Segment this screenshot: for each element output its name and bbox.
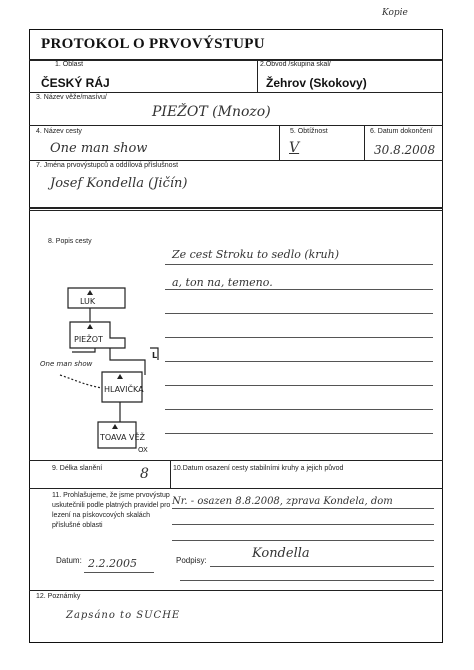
field-datum-dokonceni-value: 30.8.2008	[374, 143, 436, 157]
title-divider	[29, 59, 443, 61]
field-veze-value: PIEŽOT (Mnozo)	[152, 104, 271, 120]
row1-bottom	[29, 92, 443, 93]
field-oblast-value: ČESKÝ RÁJ	[41, 76, 110, 90]
field-veze-label: 3. Název věže/masívu/	[36, 94, 107, 101]
summit-marker	[87, 290, 93, 295]
row7-bottom	[29, 207, 443, 209]
form-title: PROTOKOL O PRVOVÝSTUPU	[41, 36, 265, 52]
field-podpisy-value: Kondella	[252, 546, 310, 561]
field-datum-osazeni-value: Nr. - osazen 8.8.2008, zprava Kondela, dom	[172, 496, 393, 507]
field-popis-line-2: a, ton na, temeno.	[172, 276, 273, 289]
route-name-label: One man show	[40, 360, 93, 368]
field-prvovystupci-label: 7. Jména prvovýstupců a oddílová příslušnost	[36, 162, 179, 169]
writing-line	[172, 508, 434, 509]
field-delka-label: 9. Délka slanění	[52, 465, 103, 472]
field-poznamky-value: Zapsáno to SUCHE	[66, 610, 181, 621]
row8-bottom	[29, 460, 443, 461]
route-line	[60, 375, 102, 388]
writing-line	[210, 566, 434, 567]
corner-note: Kopie	[382, 8, 408, 18]
row4-divider-a	[279, 126, 280, 160]
sketch-path	[72, 348, 95, 352]
field-delka-value: 8	[140, 466, 149, 482]
field-popis-line-1: Ze cest Stroku to sedlo (kruh)	[172, 248, 340, 261]
route-sketch	[40, 280, 165, 460]
field-cesta-value: One man show	[50, 141, 148, 156]
row9-divider	[170, 461, 171, 488]
row4-divider-b	[364, 126, 365, 160]
field-obvod-label: 2.Obvod /skupina skal/	[260, 61, 331, 68]
sketch-mark-ox: OX	[138, 446, 148, 454]
row7-bottom-2	[29, 210, 443, 211]
field-obtiznost-value: V	[289, 140, 300, 156]
writing-line	[165, 337, 433, 338]
field-datum-value: 2.2.2005	[88, 557, 137, 570]
writing-line	[172, 540, 434, 541]
writing-line	[180, 580, 434, 581]
summit-marker	[117, 374, 123, 379]
field-popis-label: 8. Popis cesty	[48, 238, 92, 245]
row11-bottom	[29, 590, 443, 591]
field-datum-osazeni-label: 10.Datum osazení cesty stabilními kruhy a jejich původ	[173, 465, 344, 472]
writing-line	[165, 361, 433, 362]
writing-line	[165, 289, 433, 290]
writing-line	[84, 572, 154, 573]
writing-line	[165, 409, 433, 410]
row4-bottom	[29, 160, 443, 161]
writing-line	[165, 385, 433, 386]
tower-luk-outline	[68, 288, 125, 308]
summit-marker	[112, 424, 118, 429]
field-obvod-value: Žehrov (Skokovy)	[266, 76, 367, 90]
tower-label-luk: LUK	[80, 297, 96, 306]
field-cesta-label: 4. Název cesty	[36, 128, 82, 135]
field-oblast-label: 1. Oblast	[55, 61, 84, 68]
field-prohlaseni-label: 11. Prohlašujeme, že jsme prvovýstup uskutečnili podle platných pravidel pro lezení na pískovcových skalách příslušné oblasti	[52, 492, 171, 529]
field-datum-label: Datum:	[56, 556, 82, 565]
sketch-path	[110, 348, 145, 375]
tower-label-hlavicka: HLAVIČKA	[104, 385, 144, 394]
writing-line	[172, 524, 434, 525]
summit-marker	[87, 324, 93, 329]
row9-bottom	[29, 488, 443, 489]
writing-line	[165, 313, 433, 314]
field-poznamky-label: 12. Poznámky	[36, 593, 81, 600]
tower-label-toava: TOAVA VĚŽ	[100, 433, 145, 442]
row3-bottom	[29, 125, 443, 126]
field-datum-dokonceni-label: 6. Datum dokončení	[370, 128, 433, 135]
field-prvovystupci-value: Josef Kondella (Jičín)	[50, 176, 188, 191]
sketch-mark-l: L	[152, 351, 158, 360]
row1-divider	[257, 60, 258, 92]
field-podpisy-label: Podpisy:	[176, 556, 207, 565]
field-obtiznost-label: 5. Obtížnost	[290, 128, 328, 135]
tower-label-piezot: PIEŽOT	[74, 335, 103, 344]
writing-line	[165, 433, 433, 434]
writing-line	[165, 264, 433, 265]
